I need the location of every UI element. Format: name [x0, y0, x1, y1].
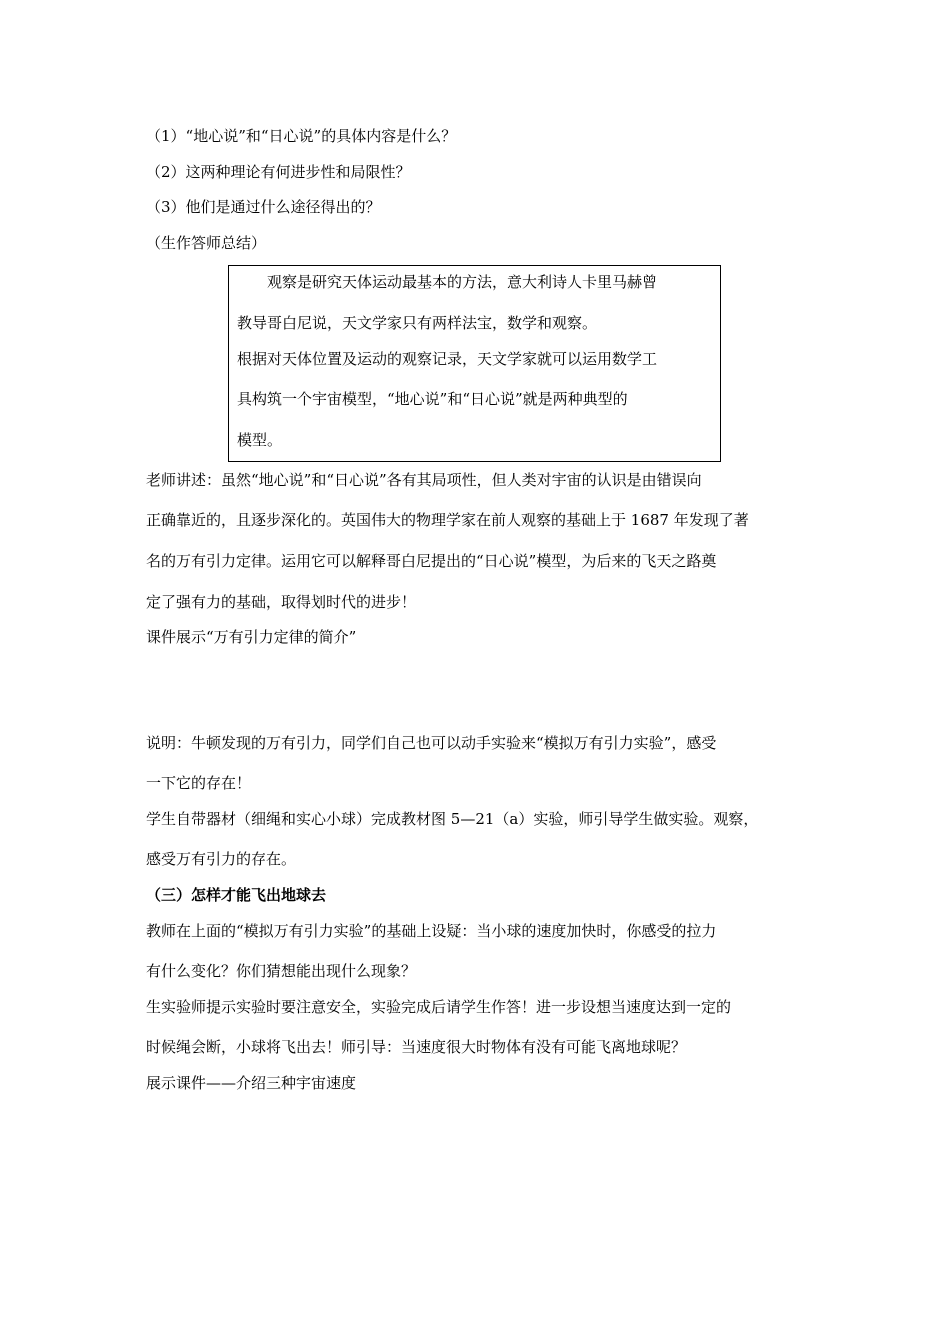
question-2: （2）这两种理论有何进步性和局限性？: [146, 163, 411, 181]
question-1: （1）“地心说”和“日心说”的具体内容是什么？: [146, 127, 457, 145]
box-line: 根据对天体位置及运动的观察记录，天文学家就可以运用数学工: [237, 350, 658, 368]
box-line: 观察是研究天体运动最基本的方法，意大利诗人卡里马赫曾: [267, 273, 658, 291]
section-heading: （三）怎样才能飞出地球去: [146, 886, 327, 904]
explanation-line: 说明：牛顿发现的万有引力，同学们自己也可以动手实验来“模拟万有引力实验”，感受: [146, 734, 717, 752]
question-3: （3）他们是通过什么途径得出的？: [146, 198, 381, 216]
explanation-line: 一下它的存在！: [146, 774, 252, 792]
teacher-narration-line: 正确靠近的，且逐步深化的。英国伟大的物理学家在前人观察的基础上于 1687 年发现了著: [146, 511, 749, 529]
box-line: 教导哥白尼说，天文学家只有两样法宝，数学和观察。: [237, 314, 598, 332]
courseware-cosmic-velocities: 展示课件——介绍三种宇宙速度: [146, 1074, 357, 1092]
box-line: 模型。: [237, 431, 283, 449]
teacher-narration-line: 老师讲述：虽然“地心说”和“日心说”各有其局项性，但人类对宇宙的认识是由错误向: [146, 471, 702, 489]
student-answer-line: 生实验师提示实验时要注意安全，实验完成后请学生作答！进一步设想当速度达到一定的: [146, 998, 732, 1016]
teacher-question-line: 教师在上面的“模拟万有引力实验”的基础上设疑：当小球的速度加快时，你感受的拉力: [146, 922, 717, 940]
student-experiment-line: 学生自带器材（细绳和实心小球）完成教材图 5—21（a）实验，师引导学生做实验。观察，: [146, 810, 759, 828]
teacher-narration-line: 定了强有力的基础，取得划时代的进步！: [146, 593, 417, 611]
summary-note: （生作答师总结）: [146, 234, 267, 252]
box-line: 具构筑一个宇宙模型，“地心说”和“日心说”就是两种典型的: [237, 390, 628, 408]
student-answer-line: 时候绳会断，小球将飞出去！师引导：当速度很大时物体有没有可能飞离地球呢？: [146, 1038, 687, 1056]
observation-box: [228, 265, 721, 462]
courseware-intro: 课件展示“万有引力定律的简介”: [146, 628, 357, 646]
teacher-narration-line: 名的万有引力定律。运用它可以解释哥白尼提出的“日心说”模型，为后来的飞天之路奠: [146, 552, 717, 570]
teacher-question-line: 有什么变化？你们猜想能出现什么现象？: [146, 962, 417, 980]
student-experiment-line: 感受万有引力的存在。: [146, 850, 297, 868]
